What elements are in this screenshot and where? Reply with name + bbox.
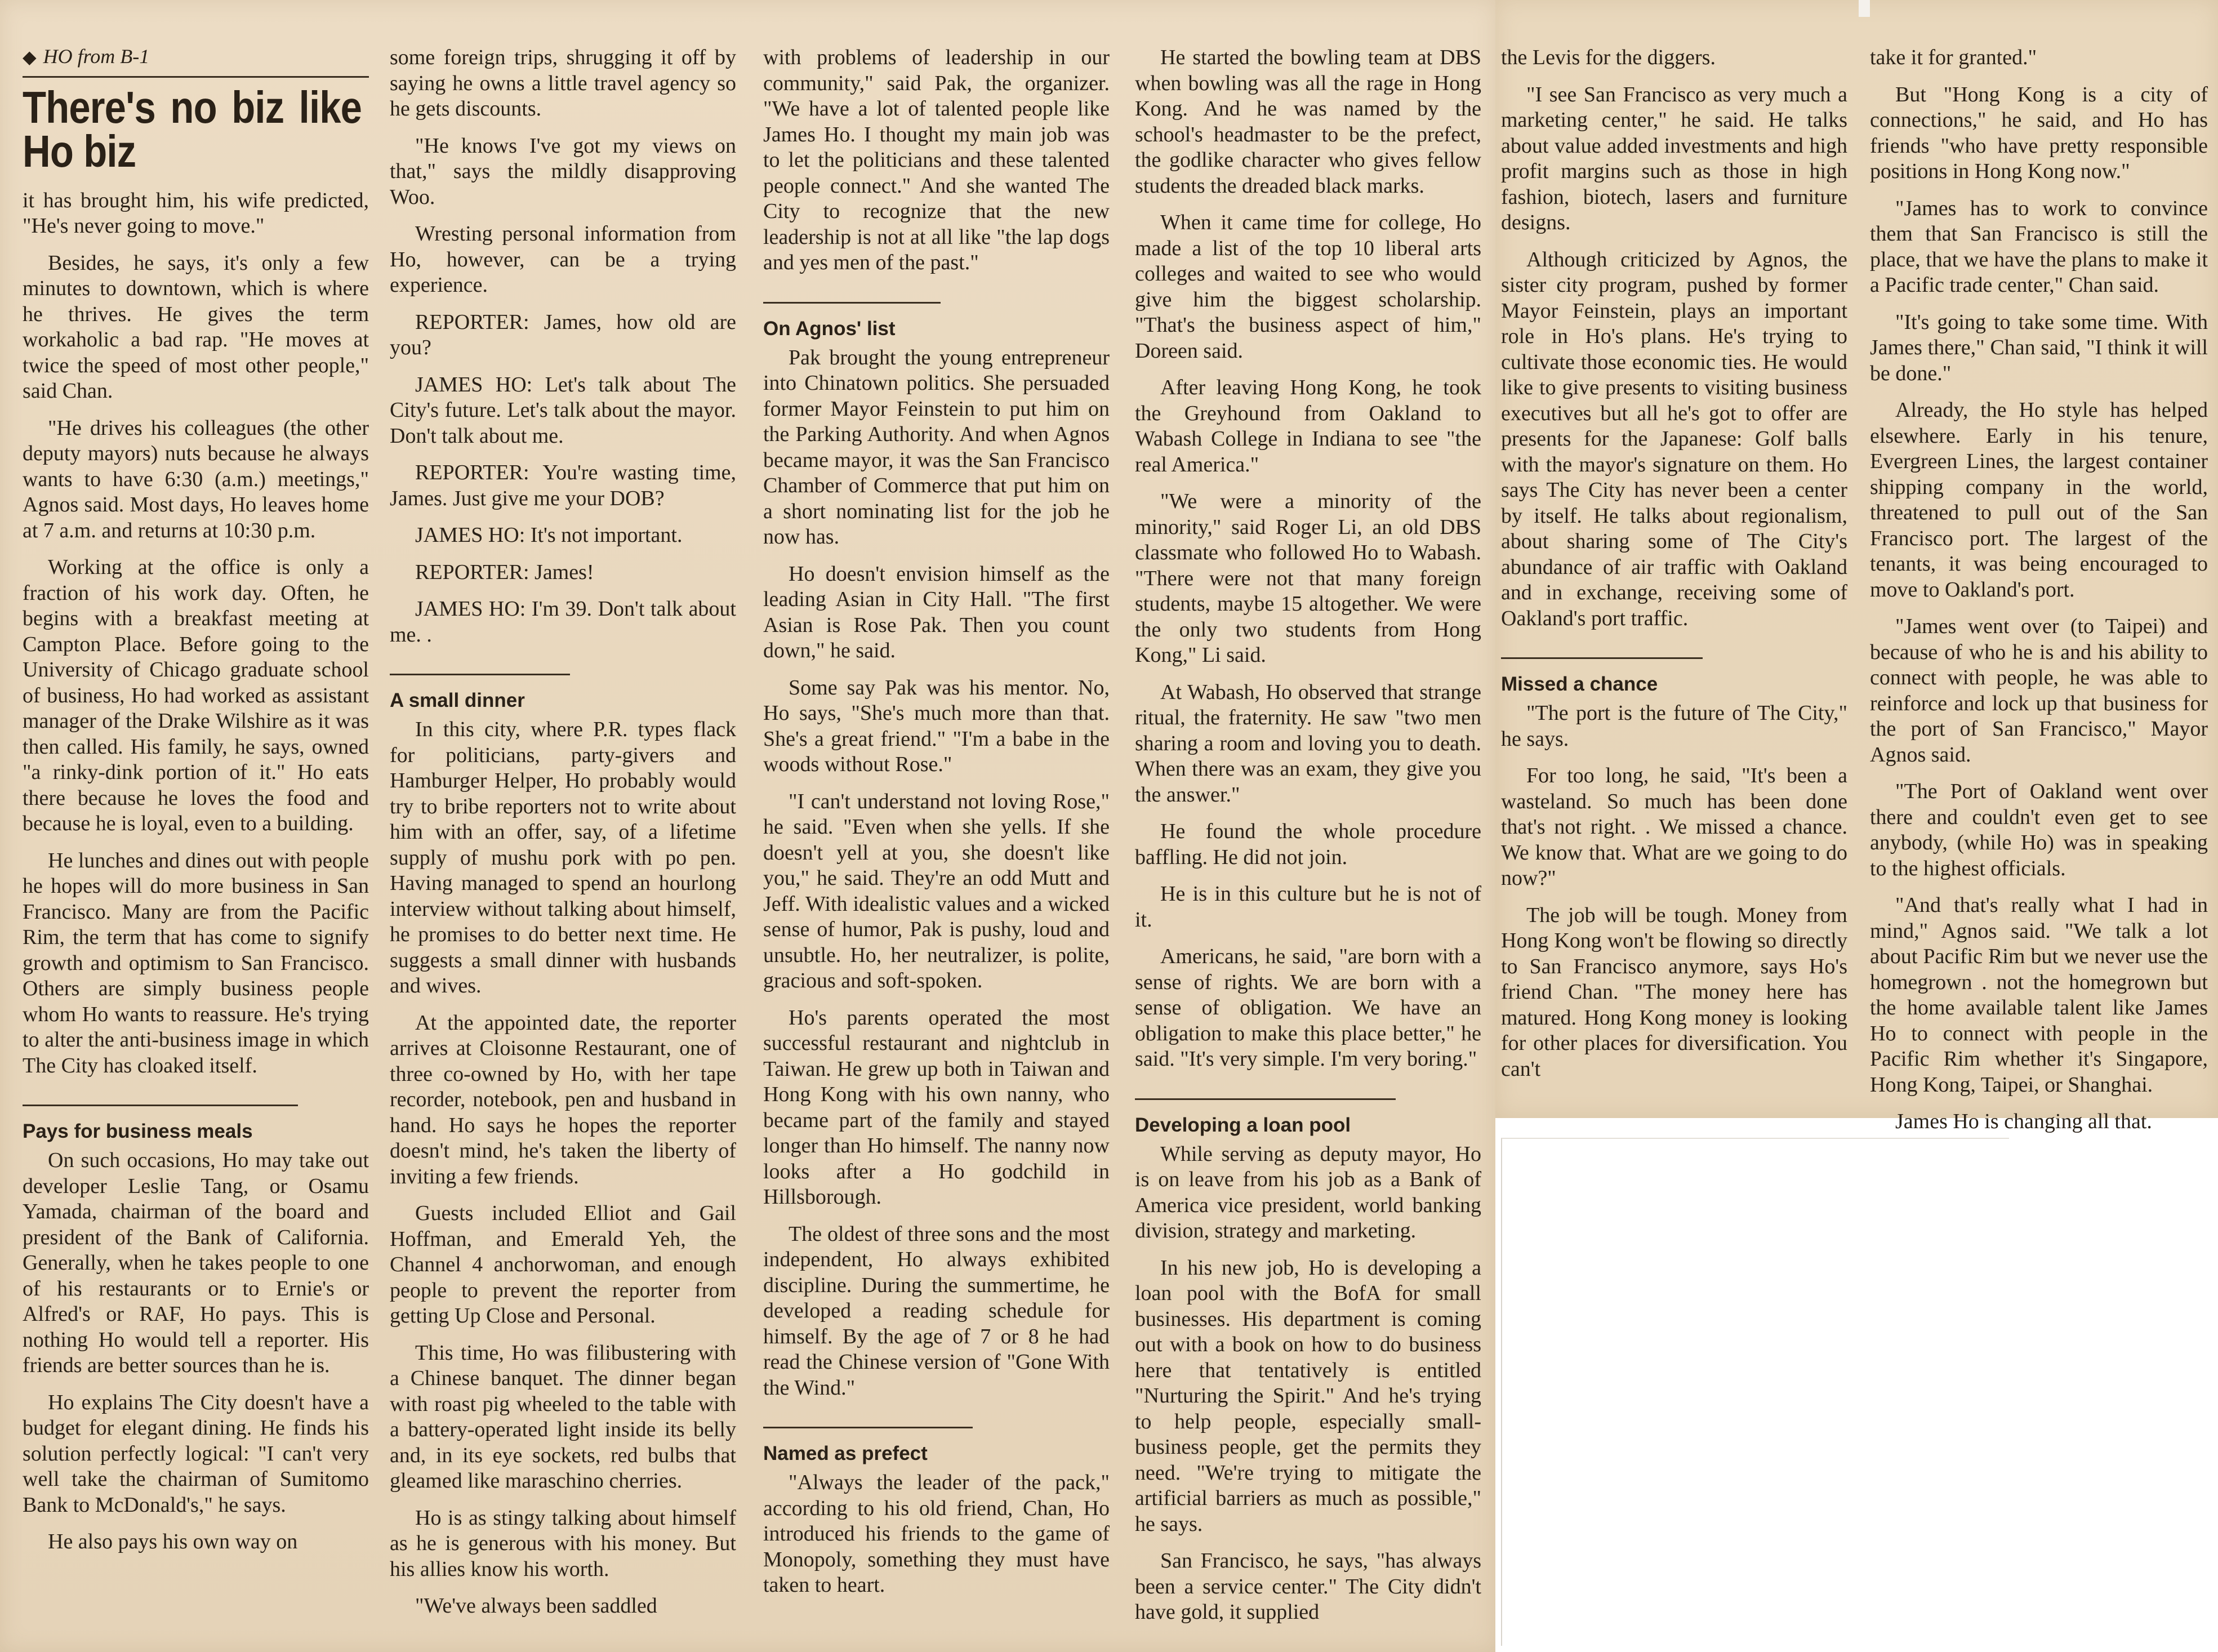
- subhead-agnos: On Agnos' list: [763, 302, 941, 341]
- paragraph: take it for granted.": [1870, 46, 2037, 69]
- article-column-6: [1870, 45, 2208, 1146]
- paragraph: Ho explains The City doesn't have a budget for elegant dining. He finds his solution perfectly logical: "I can't very well take the chairman of Sumitomo Bank to McDonald's," he says.: [23, 1390, 369, 1517]
- paragraph: with problems of leadership in our community," said Pak, the organizer. "We have a lot of talented people like James Ho. I thought my main job was to let the politicians and these talented people connect." And she wanted The City to recognize that the new leadership is not at all like "the lap dogs and yes men of the past.": [763, 46, 1110, 274]
- paragraph: it has brought him, his wife predicted, "He's never going to move.": [23, 188, 369, 238]
- paragraph: In his new job, Ho is developing a loan pool with the BofA for small businesses. His department is coming out with a book on how to do business here that tentatively is entitled "Nurturing the Spirit." And he's trying to help people, especially small-business people, get the permits they need. "We're trying to mitigate the artificial barriers as much as possible," he says.: [1135, 1255, 1481, 1536]
- headline: There's no biz like Ho biz: [23, 82, 362, 176]
- paragraph: "James has to work to convince them that San Francisco is still the place, that we have the plans to make it a Pacific trade center," Chan said.: [1870, 196, 2208, 297]
- paragraph: "The Port of Oakland went over there and couldn't even get to see anybody, (while Ho) was in speaking to the highest officials.: [1870, 780, 2208, 880]
- paragraph: JAMES HO: Let's talk about The City's future. Let's talk about the mayor. Don't talk about me.: [390, 372, 736, 448]
- paragraph: JAMES HO: I'm 39. Don't talk about me. .: [390, 597, 736, 647]
- paragraph: He is in this culture but he is not of it.: [1135, 882, 1481, 932]
- paragraph: Working at the office is only a fraction of his work day. Often, he begins with a breakfast meeting at Campton Place. Before going to the University of Chicago graduate school of business, Ho had worked as assistant manager of the Drake Wilshire as it was then called. His family, he says, owned "a rinky-dink portion of it." Ho eats there because he loves the food and because he is loyal, even to a building.: [23, 555, 369, 835]
- subhead-pays: Pays for business meals: [23, 1105, 298, 1143]
- paragraph: For too long, he said, "It's been a wasteland. So much has been done that's not right. . We missed a chance. We know that. What are we going to do now?": [1501, 764, 1847, 890]
- paragraph: The job will be tough. Money from Hong Kong won't be flowing so directly to San Francisco anymore, says Ho's friend Chan. "The money here has matured. Hong Kong money is looking for other places for diversification. You can't: [1501, 903, 1847, 1081]
- paragraph: When it came time for college, Ho made a list of the top 10 liberal arts colleges and waited to see who would give him the biggest scholarship. "That's the business aspect of him," Doreen said.: [1135, 211, 1481, 363]
- paragraph: This time, Ho was filibustering with a Chinese banquet. The dinner began with roast pig wheeled to the table with a battery-operated light inside its belly and, in its eye sockets, red bulbs that gleamed like maraschino cherries.: [390, 1341, 736, 1493]
- paragraph: "We were a minority of the minority," said Roger Li, an old DBS classmate who followed Ho to Wabash. "There were not that many foreign students, maybe 15 altogether. We were the only two students from Hong Kong," Li said.: [1135, 489, 1481, 667]
- paragraph: While serving as deputy mayor, Ho is on leave from his job as a Bank of America vice president, world banking division, strategy and marketing.: [1135, 1142, 1481, 1243]
- paragraph: "He drives his colleagues (the other deputy mayors) nuts because he always wants to have 6:30 (a.m.) meetings," Agnos said. Most days, Ho leaves home at 7 a.m. and returns at 10:30 p.m.: [23, 416, 369, 542]
- paragraph: "I see San Francisco as very much a marketing center," he said. He talks about value added investments and high profit margins such as those in high fashion, biotech, lasers and furniture designs.: [1501, 82, 1847, 234]
- subhead-prefect: Named as prefect: [763, 1427, 973, 1466]
- article-column-5: [1501, 45, 1847, 1093]
- paragraph: Ho doesn't envision himself as the leading Asian in City Hall. "The first Asian is Rose Pak. Then you count down," he said.: [763, 562, 1110, 662]
- paragraph: some foreign trips, shrugging it off by saying he owns a little travel agency so he gets discounts.: [390, 46, 736, 121]
- paragraph: On such occasions, Ho may take out developer Leslie Tang, or Osamu Yamada, chairman of the board and president of the Bank of California. Generally, when he takes people to one of his restaurants or to Ernie's or Alfred's or RAF, Ho pays. This is nothing Ho would tell a reporter. His friends are better sources than he is.: [23, 1148, 369, 1377]
- paragraph: Ho's parents operated the most successful restaurant and nightclub in Taiwan. He grew up both in Taiwan and Hong Kong with his own nanny, who became part of the family and stayed longer than Ho himself. The nanny now looks after a Ho godchild in Hillsborough.: [763, 1005, 1110, 1209]
- paragraph: Some say Pak was his mentor. No, Ho says, "She's much more than that. She's a great friend." "I'm a babe in the woods without Rose.": [763, 675, 1110, 776]
- paragraph: He started the bowling team at DBS when bowling was all the rage in Hong Kong. And he was named by the school's headmaster to be the prefect, the godlike character who gives fellow students the dreaded black marks.: [1135, 46, 1481, 198]
- paragraph: Already, the Ho style has helped elsewhere. Early in his tenure, Evergreen Lines, the largest container shipping company in the world, threatened to pull out of the San Francisco port. The largest of the tenants, it was being encouraged to move to Oakland's port.: [1870, 398, 2208, 602]
- paragraph: REPORTER: You're wasting time, James. Just give me your DOB?: [390, 461, 736, 510]
- article-column-4: [1135, 45, 1481, 1637]
- subhead-loan: Developing a loan pool: [1135, 1098, 1396, 1137]
- article-column-2: [390, 45, 736, 1631]
- paragraph: At the appointed date, the reporter arrives at Cloisonne Restaurant, one of three co-owned by Ho, with her tape recorder, notebook, pen and husband in hand. Ho says he hopes the reporter doesn't mind, he's taken the liberty of inviting a few friends.: [390, 1010, 736, 1188]
- paragraph: He found the whole procedure baffling. He did not join.: [1135, 820, 1481, 869]
- paragraph: The oldest of three sons and the most independent, Ho always exhibited discipline. During the summertime, he developed a reading schedule for himself. By the age of 7 or 8 he had read the Chinese version of "Gone With the Wind.": [763, 1222, 1110, 1400]
- paragraph: Americans, he said, "are born with a sense of rights. We are born with a sense of obligation. We have an obligation to make this place better," he said. "It's very simple. I'm very boring.": [1135, 945, 1481, 1071]
- jump-line-text: HO from B-1: [43, 45, 150, 68]
- paragraph: "I can't understand not loving Rose," he said. "Even when she yells. If she doesn't yell at you, she doesn't like you," he said. They're an odd Mutt and Jeff. With idealistic values and a wicked sense of humor, Pak is pushy, loud and unsubtle. Ho, her neutralizer, is polite, gracious and soft-spoken.: [763, 789, 1110, 992]
- paragraph: "James went over (to Taipei) and because of who he is and his ability to connect with people, he was able to reinforce and lock up that business for the port of San Francisco," Mayor Agnos said.: [1870, 615, 2208, 767]
- paragraph: Wresting personal information from Ho, however, can be a trying experience.: [390, 222, 736, 297]
- jump-line: [23, 44, 369, 78]
- paragraph: "Always the leader of the pack," according to his old friend, Chan, Ho introduced his friends to the game of Monopoly, something they must have taken to heart.: [763, 1471, 1110, 1597]
- paragraph: Pak brought the young entrepreneur into Chinatown politics. She persuaded former Mayor Feinstein to put him on the Parking Authority. And when Agnos became mayor, it was the San Francisco Chamber of Commerce that put him on a short nominating list for the job he now has.: [763, 345, 1110, 549]
- paragraph: the Levis for the diggers.: [1501, 46, 1716, 69]
- paragraph: Ho is as stingy talking about himself as he is generous with his money. But his allies know his worth.: [390, 1506, 736, 1581]
- paragraph: Although criticized by Agnos, the sister city program, pushed by former Mayor Feinstein, plays an important role in Ho's plans. He's trying to cultivate those economic ties. He would like to give presents to visiting business executives but all he's got to offer are presents for the Japanese: Golf balls with the mayor's signature on them. Ho says The City has never been a center by itself. He talks about regionalism, about sharing some of The City's abundance of air traffic with Oakland and in exchange, receiving some of Oakland's port traffic.: [1501, 247, 1847, 630]
- paragraph: REPORTER: James, how old are you?: [390, 310, 736, 359]
- paragraph: Guests included Elliot and Gail Hoffman, and Emerald Yeh, the Channel 4 anchorwoman, and enough people to prevent the reporter from getting Up Close and Personal.: [390, 1201, 736, 1328]
- article-column-3: [763, 45, 1110, 1610]
- paragraph: After leaving Hong Kong, he took the Greyhound from Oakland to Wabash College in Indiana to see "the real America.": [1135, 376, 1481, 477]
- paragraph: In this city, where P.R. types flack for politicians, party-givers and Hamburger Helper, Ho probably would try to bribe reporters not to write about him with an offer, say, of a lifetime supply of mushu pork with po pen. Having managed to spend an hourlong interview without talking about himself, he promises to do better next time. He suggests a small dinner with husbands and wives.: [390, 718, 736, 998]
- paragraph: "And that's really what I had in mind," Agnos said. "We talk a lot about Pacific Rim but we never use the homegrown . not the homegrown but the home available talent like James Ho to connect with people in the Pacific Rim whether it's Singapore, Hong Kong, Taipei, or Shanghai.: [1870, 893, 2208, 1097]
- subhead-missed: Missed a chance: [1501, 657, 1703, 696]
- paragraph: He also pays his own way on: [48, 1530, 298, 1553]
- paragraph: "He knows I've got my views on that," says the mildly disapproving Woo.: [390, 133, 736, 209]
- subhead-dinner: A small dinner: [390, 674, 570, 713]
- col1-paras: [23, 188, 369, 1079]
- paragraph: JAMES HO: It's not important.: [415, 523, 683, 547]
- paragraph: "It's going to take some time. With James there," Chan said, "I think it will be done.": [1870, 310, 2208, 385]
- paragraph: At Wabash, Ho observed that strange ritual, the fraternity. He saw "two men sharing a room and loving you to death. When there was an exam, they give you the answer.": [1135, 680, 1481, 807]
- paragraph: "The port is the future of The City," he says.: [1501, 701, 1847, 751]
- paragraph: James Ho is changing all that.: [1895, 1110, 2152, 1133]
- paragraph: He lunches and dines out with people he hopes will do more business in San Francisco. Many are from the Pacific Rim, the term that has come to signify growth and optimism to San Francisco. Others are simply business people whom Ho wants to reassure. He's trying to alter the anti-business image in which The City has cloaked itself.: [23, 848, 369, 1077]
- paragraph: San Francisco, he says, "has always been a service center." The City didn't have gold, it supplied: [1135, 1549, 1481, 1624]
- paragraph: Besides, he says, it's only a few minutes to downtown, which is where he thrives. He gives the term workaholic a bad rap. "He moves at twice the speed of most other people," said Chan.: [23, 251, 369, 403]
- paragraph: REPORTER: James!: [415, 560, 594, 584]
- article-column-1: [23, 44, 369, 1566]
- blank-paper-area: [1501, 1138, 2009, 1646]
- paragraph: But "Hong Kong is a city of connections," he said, and Ho has friends "who have pretty responsible positions in Hong Kong now.": [1870, 82, 2208, 183]
- paragraph: "We've always been saddled: [415, 1594, 657, 1618]
- diamond-icon: ◆: [23, 47, 37, 67]
- paper-edge: [1859, 0, 1870, 17]
